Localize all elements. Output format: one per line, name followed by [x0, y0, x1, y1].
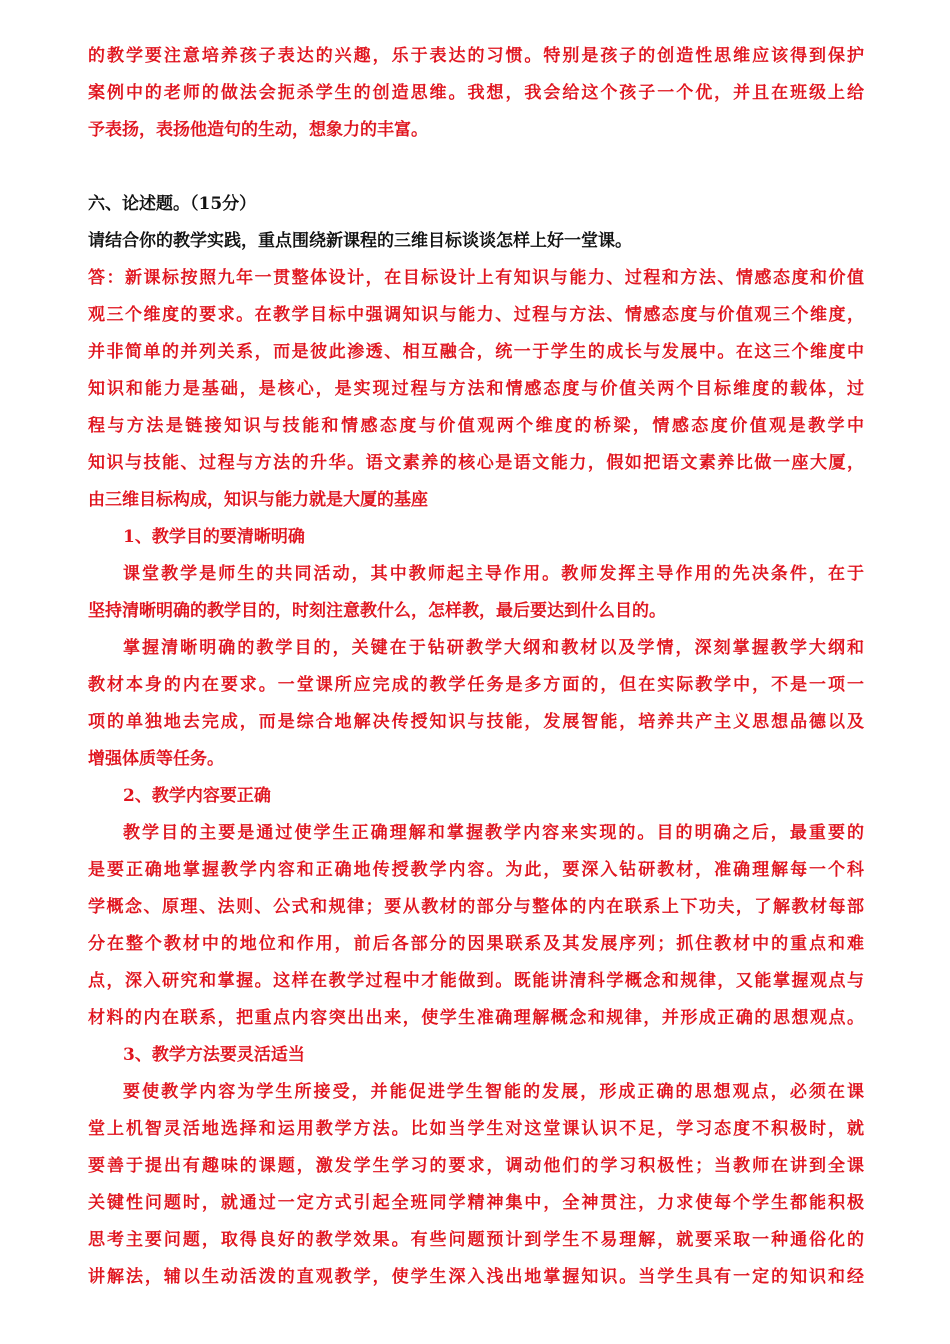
text-line: 并非简单的并列关系，而是彼此渗透、相互融合，统一于学生的成长与发展中。在这三个维度中 — [88, 342, 864, 362]
text-line: 答：新课标按照九年一贯整体设计，在目标设计上有知识与能力、过程和方法、情感态度和价值 — [88, 268, 864, 288]
text-line: 坚持清晰明确的教学目的，时刻注意教什么，怎样教，最后要达到什么目的。 — [88, 601, 666, 621]
body-paragraph — [88, 1074, 864, 1296]
text-line: 由三维目标构成，知识与能力就是大厦的基座 — [88, 490, 428, 510]
section-heading: 六、论述题。（15分） — [88, 194, 257, 214]
text-line: 点，深入研究和掌握。这样在教学过程中才能做到。既能讲清科学概念和规律，又能掌握观点与 — [88, 971, 864, 991]
text-line: 思考主要问题，取得良好的教学效果。有些问题预计到学生不易理解，就要采取一种通俗化的 — [88, 1230, 864, 1250]
document-page — [88, 38, 864, 1296]
point-title: 1、教学目的要清晰明确 — [123, 527, 305, 547]
text-line: 堂上机智灵活地选择和运用教学方法。比如当学生对这堂课认识不足，学习态度不积极时，就 — [88, 1119, 864, 1139]
text-line: 增强体质等任务。 — [88, 749, 224, 769]
text-line: 课堂教学是师生的共同活动，其中教师起主导作用。教师发挥主导作用的先决条件，在于 — [123, 564, 864, 584]
body-paragraph — [88, 556, 864, 630]
text-line: 案例中的老师的做法会扼杀学生的创造思维。我想，我会给这个孩子一个优，并且在班级上给 — [88, 83, 864, 103]
text-line: 知识与技能、过程与方法的升华。语文素养的核心是语文能力，假如把语文素养比做一座大厦， — [88, 453, 864, 473]
text-line: 观三个维度的要求。在教学目标中强调知识与能力、过程与方法、情感态度与价值观三个维度， — [88, 305, 864, 325]
text-line: 要使教学内容为学生所接受，并能促进学生智能的发展，形成正确的思想观点，必须在课 — [123, 1082, 864, 1102]
paragraph-spacer — [88, 149, 864, 186]
body-paragraph — [88, 815, 864, 1037]
answer-paragraph — [88, 260, 864, 519]
text-line: 教学目的主要是通过使学生正确理解和掌握教学内容来实现的。目的明确之后，最重要的 — [123, 823, 864, 843]
text-line: 的教学要注意培养孩子表达的兴趣，乐于表达的习惯。特别是孩子的创造性思维应该得到保护 — [88, 46, 864, 66]
text-line: 学概念、原理、法则、公式和规律；要从教材的部分与整体的内在联系上下功夫，了解教材每部 — [88, 897, 864, 917]
text-line: 程与方法是链接知识与技能和情感态度与价值观两个维度的桥梁，情感态度价值观是教学中 — [88, 416, 864, 436]
point-3-section — [88, 1037, 864, 1296]
text-line: 教材本身的内在要求。一堂课所应完成的教学任务是多方面的，但在实际教学中，不是一项一 — [88, 675, 864, 695]
text-line: 是要正确地掌握教学内容和正确地传授教学内容。为此，要深入钻研教材，准确理解每一个科 — [88, 860, 864, 880]
point-1-section — [88, 519, 864, 778]
text-line: 予表扬，表扬他造句的生动，想象力的丰富。 — [88, 120, 428, 140]
text-line: 知识和能力是基础，是核心，是实现过程与方法和情感态度与价值关两个目标维度的载体，过 — [88, 379, 864, 399]
point-title: 3、教学方法要灵活适当 — [123, 1045, 305, 1065]
text-line: 分在整个教材中的地位和作用，前后各部分的因果联系及其发展序列；抓住教材中的重点和难 — [88, 934, 864, 954]
text-line: 要善于提出有趣味的课题，激发学生学习的要求，调动他们的学习积极性；当教师在讲到全课 — [88, 1156, 864, 1176]
text-line: 掌握清晰明确的教学目的，关键在于钻研教学大纲和教材以及学情，深刻掌握教学大纲和 — [123, 638, 864, 658]
text-line: 材料的内在联系，把重点内容突出出来，使学生准确理解概念和规律，并形成正确的思想观点。 — [88, 1008, 864, 1028]
text-line: 讲解法，辅以生动活泼的直观教学，使学生深入浅出地掌握知识。当学生具有一定的知识和经 — [88, 1267, 864, 1287]
question-text: 请结合你的教学实践，重点围绕新课程的三维目标谈谈怎样上好一堂课。 — [88, 231, 632, 251]
body-paragraph — [88, 630, 864, 778]
point-title: 2、教学内容要正确 — [123, 786, 271, 806]
text-line: 关键性问题时，就通过一定方式引起全班同学精神集中，全神贯注，力求使每个学生都能积极 — [88, 1193, 864, 1213]
point-2-section — [88, 778, 864, 1037]
intro-paragraph — [88, 38, 864, 149]
text-line: 项的单独地去完成，而是综合地解决传授知识与技能，发展智能，培养共产主义思想品德以及 — [88, 712, 864, 732]
